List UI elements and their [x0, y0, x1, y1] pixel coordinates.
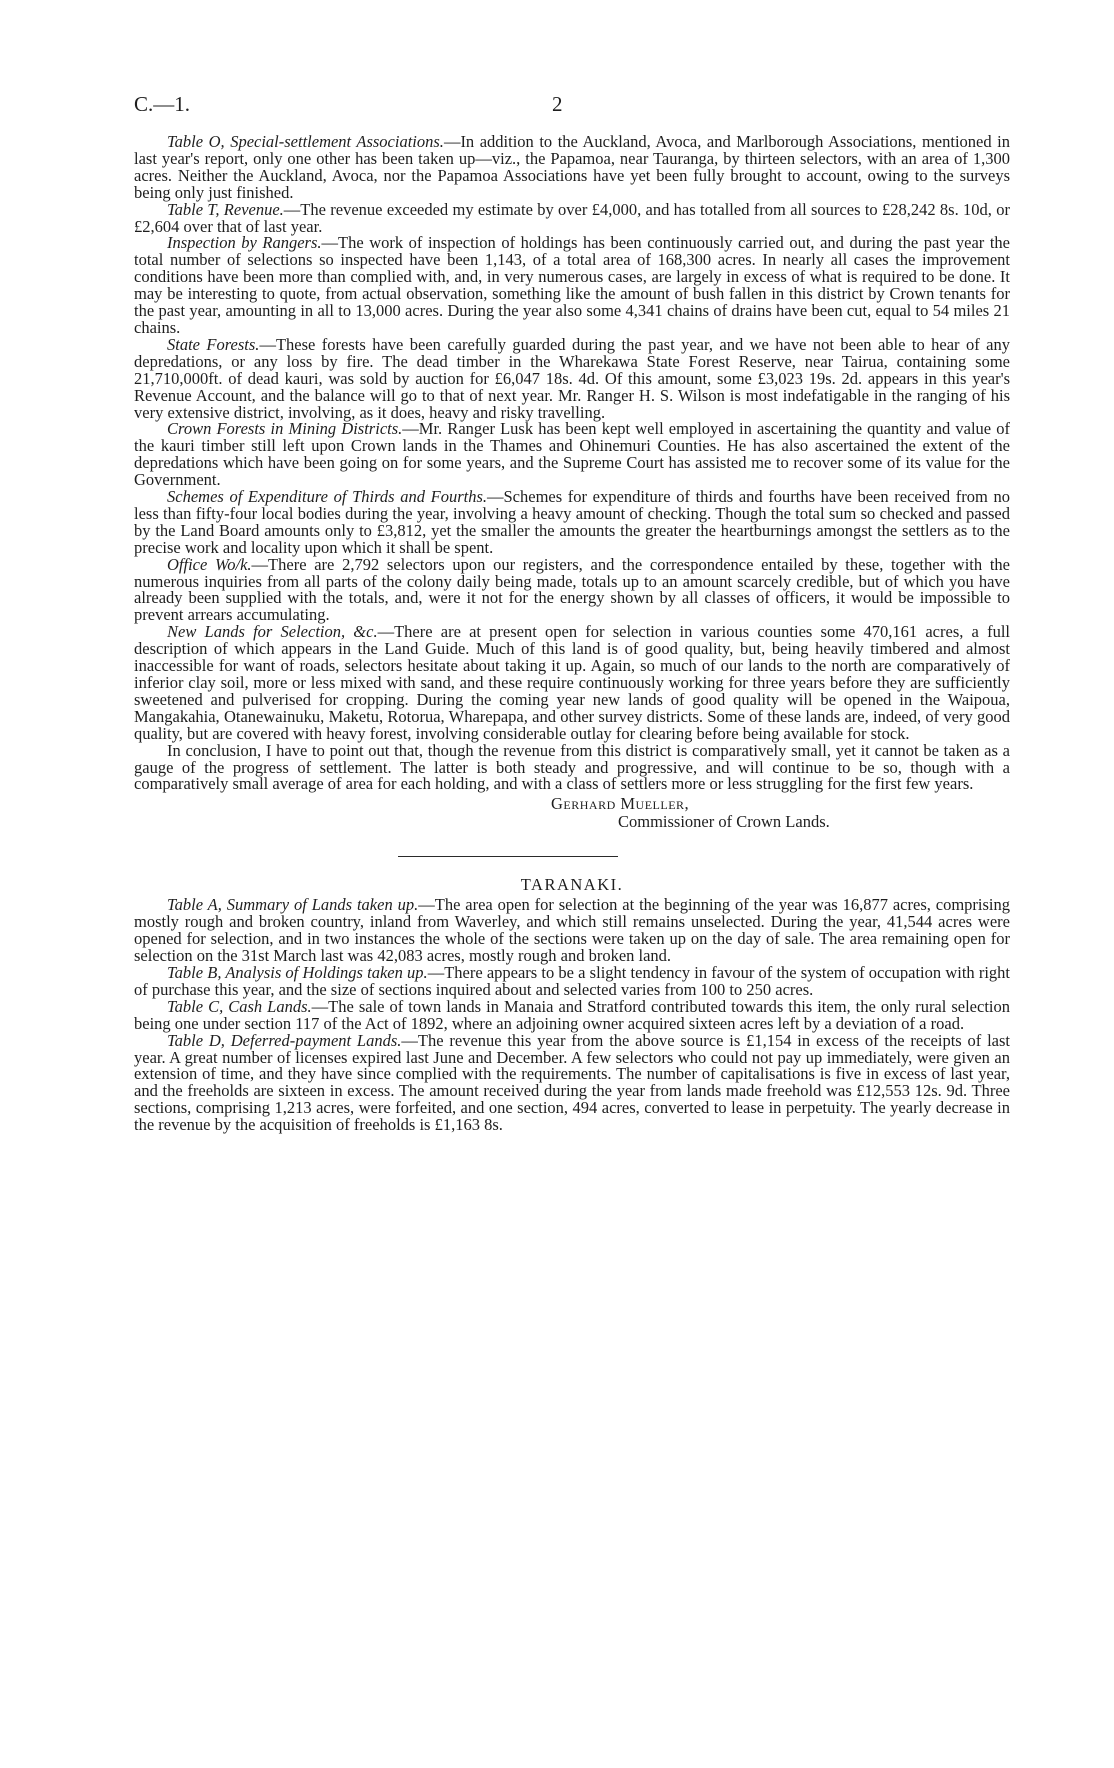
- paragraph-body: —These forests have been carefully guarded during the past year, and we have not been able to hear of any depredations, or any loss by fire. The dead timber in the Wharekawa State Forest Reserve, near Tairua, containing some 21,710,000ft. of dead kauri, was sold by auction for £6,047 18s. 4d. Of this amount, some £3,023 19s. 2d. appears in this year's Revenue Account, and the balance will go to that of next year. Mr. Ranger H. S. Wilson is most indefatigable in the ranging of his very extensive district, involving, as it does, heavy and risky travelling.: [134, 334, 1010, 422]
- paragraph-heading: Table A, Summary of Lands taken up.: [167, 895, 419, 915]
- paragraph-summary-lands: [134, 897, 1010, 965]
- page-number: 2: [552, 92, 563, 116]
- paragraph-heading: State Forests.: [167, 334, 260, 354]
- paragraph-body: —The work of inspection of holdings has been continuously carried out, and during the past year the total number of selections so inspected have been 1,143, of a total area of 168,300 acres. In nearly all cases the improvement conditions have been more than complied with, and, in very numerous cases, are largely in excess of what is required to be done. It may be interesting to quote, from actual observation, something like the amount of bush fallen in this district by Crown tenants for the past year, amounting in all to 13,000 acres. During the year also some 4,341 chains of drains have been cut, equal to 54 miles 21 chains.: [134, 233, 1010, 337]
- paragraph-heading: Table T, Revenue.: [167, 199, 284, 219]
- paragraph-heading: Office Wo/k.: [167, 554, 252, 574]
- paragraph-new-lands: [134, 624, 1010, 742]
- taranaki-section: [134, 876, 1010, 1134]
- paragraph-body: —Mr. Ranger Lusk has been kept well employed in ascertaining the quantity and value of the kauri timber still left upon Crown lands in the Thames and Ohinemuri Counties. He has also ascertained the extent of the depredations which have been going on for some years, and the Supreme Court has assisted me to recover some of its value for the Government.: [134, 419, 1011, 490]
- paragraph-body: —In addition to the Auckland, Avoca, and Marlborough Associations, mentioned in last year's report, only one other has been taken up—viz., the Papamoa, near Tauranga, by thirteen selectors, with an area of 1,300 acres. Neither the Auckland, Avoca, nor the Papamoa Associations have yet been fully brought to account, owing to the surveys being only just finished.: [134, 132, 1010, 202]
- paragraph-state-forests: [134, 334, 1010, 422]
- document-reference: C.—1.: [134, 92, 191, 116]
- paragraph-heading: Table C, Cash Lands.: [167, 996, 312, 1016]
- section-title: TARANAKI.: [520, 875, 624, 895]
- paragraph-body: —The revenue exceeded my estimate by over £4,000, and has totalled from all sources to £28,242 8s. 10d, or £2,604 over that of last year.: [134, 199, 1010, 236]
- paragraph-inspection: [134, 235, 1010, 336]
- signature-block: [134, 795, 1010, 830]
- paragraph-office-work: [134, 554, 1011, 625]
- paragraph-heading: Crown Forests in Mining Districts.: [167, 419, 403, 439]
- paragraph-crown-forests: [134, 421, 1010, 489]
- signature-name: Gerhard Mueller,: [551, 794, 690, 814]
- paragraph-heading: Schemes of Expenditure of Thirds and Fourths.: [167, 487, 487, 507]
- paragraph-schemes-expenditure: [134, 489, 1010, 557]
- paragraph-body: —Schemes for expenditure of thirds and fourths have been received from no less than fifty-four local bodies during the year, involving a heavy amount of checking. Though the total sum so checked and passed by the Land Board amounts only to £3,812, yet the smaller the amounts the greater the heartburnings amongst the settlers as to the precise work and locality upon which it shall be spent.: [134, 487, 1010, 557]
- paragraph-deferred-payment: [134, 1030, 1010, 1135]
- paragraph-body: In conclusion, I have to point out that, though the revenue from this district is comparatively small, yet it cannot be taken as a gauge of the progress of settlement. The latter is both steady and progressive, and will continue to be so, though with a comparatively small average of area for each holding, and with a class of settlers more or less struggling for the first few years.: [134, 740, 1010, 794]
- paragraph-body: —There are at present open for selection in various counties some 470,161 acres, a full description of which appears in the Land Guide. Much of this land is of good quality, but, being heavily timbered and almost inaccessible for want of roads, selectors hesitate about taking it up. Again, so much of our lands to the north are comparatively of inferior clay soil, more or less mixed with sand, and these require continuously working for three years before they are sufficiently sweetened and pulverised for cropping. During the coming year new lands of good quality will be opened in the Waipoua, Mangakahia, Otanewainuku, Maketu, Rotorua, Wharepapa, and other survey districts. Some of these lands are, indeed, of very good quality, but are covered with heavy forest, involving considerable outlay for clearing before being available for stock.: [134, 622, 1010, 743]
- text-column: [134, 134, 1010, 1134]
- paragraph-body: —The area open for selection at the beginning of the year was 16,877 acres, comprising mostly rough and broken country, inland from Waverley, and which still remains unselected. During the year, 41,544 acres were opened for selection, and in two instances the whole of the sections were taken up on the day of sale. The area remaining open for selection on the 31st March last was 42,083 acres, mostly rough and broken land.: [134, 895, 1011, 966]
- signature-title: Commissioner of Crown Lands.: [618, 811, 830, 831]
- paragraph-analysis-holdings: [134, 962, 1010, 999]
- paragraph-body: —There are 2,792 selectors upon our registers, and the correspondence entailed by these, together with the numerous inquiries from all parts of the colony daily being made, totals up to an amount scarcely credible, but of which you have already been supplied with the totals, and, were it not for the energy shown by all classes of officers, it would be impossible to prevent arrears accumulating.: [134, 554, 1011, 625]
- paragraph-heading: Table O, Special-settlement Associations.: [167, 132, 444, 151]
- paragraph-revenue: [134, 199, 1010, 236]
- paragraph-conclusion: [134, 740, 1010, 794]
- paragraph-heading: New Lands for Selection, &c.: [167, 622, 378, 642]
- paragraph-body: —There appears to be a slight tendency in favour of the system of occupation with right of purchase this year, and the size of sections inquired about and selected varies from 100 to 250 acres.: [134, 962, 1010, 999]
- paragraph-heading: Table B, Analysis of Holdings taken up.: [167, 962, 428, 982]
- page-header: [134, 92, 1012, 122]
- paragraph-heading: Table D, Deferred-payment Lands.: [167, 1030, 402, 1050]
- paragraph-body: —The revenue this year from the above source is £1,154 in excess of the receipts of last year. A great number of licenses expired last June and December. A few selectors who could not pay up immediately, were given an extension of time, and they have since complied with the requirements. The number of capitalisations is five in excess of last year, and the freeholds are sixteen in excess. The amount received during the year from lands made freehold was £12,553 12s. 9d. Three sections, comprising 1,213 acres, were forfeited, and one section, 494 acres, converted to lease in perpetuity. The yearly decrease in the revenue by the acquisition of freeholds is £1,163 8s.: [134, 1030, 1010, 1135]
- section-divider: [398, 856, 618, 857]
- paragraph-cash-lands: [134, 996, 1011, 1033]
- auckland-section: [134, 134, 1010, 830]
- paragraph-body: —The sale of town lands in Manaia and Stratford contributed towards this item, the only rural selection being one under section 117 of the Act of 1892, where an adjoining owner acquired sixteen acres left by a deviation of a road.: [134, 996, 1011, 1033]
- paragraph-special-settlement: [134, 134, 1010, 202]
- paragraph-heading: Inspection by Rangers.: [167, 233, 322, 253]
